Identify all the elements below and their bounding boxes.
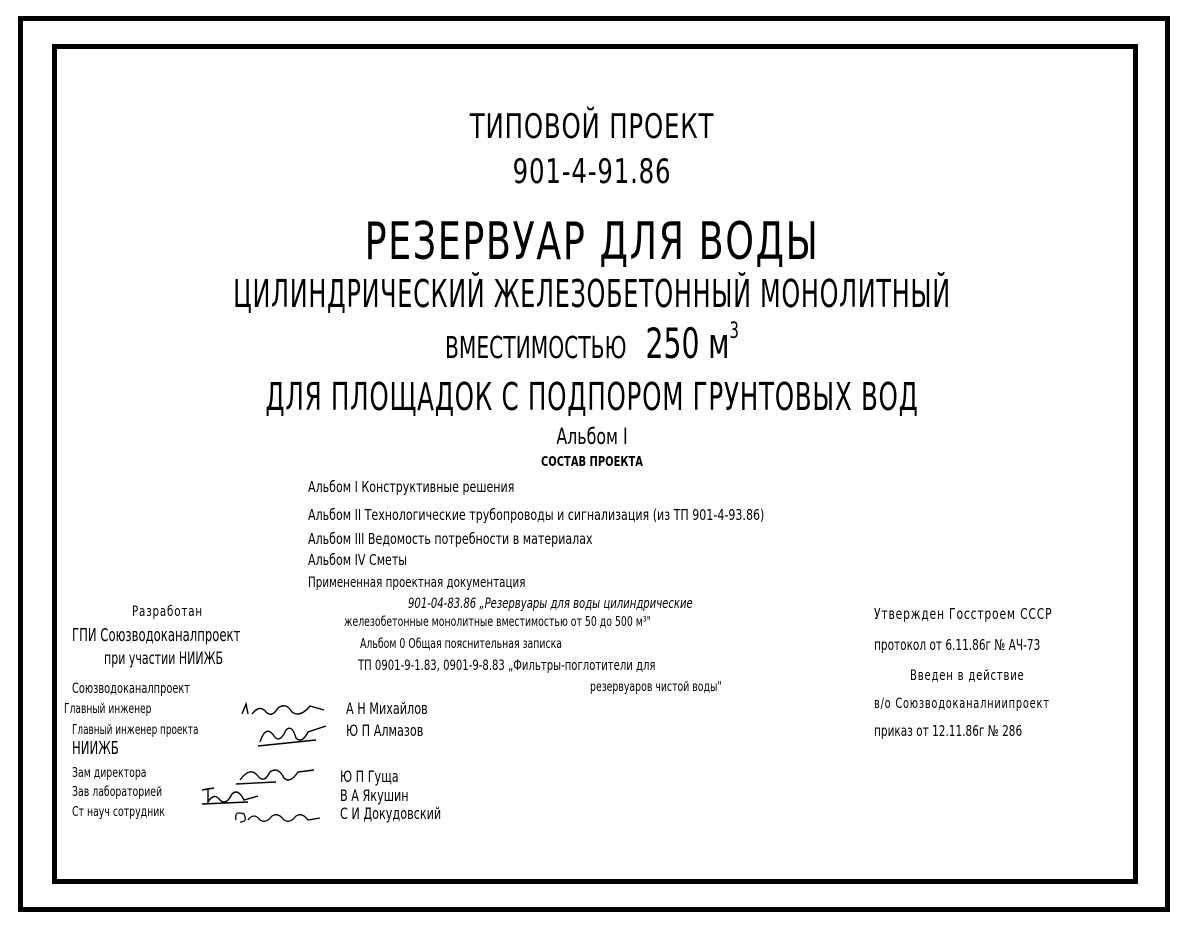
- applied-doc-line: Альбом 0 Общая пояснительная записка: [360, 637, 563, 652]
- composition-item: Альбом II Технологические трубопроводы и сигнализация (из ТП 901-4-93.86): [308, 506, 765, 524]
- composition-item: Альбом III Ведомость потребности в материалах: [308, 530, 593, 548]
- composition-item: Альбом I Конструктивные решения: [308, 478, 515, 496]
- role-name: Ю П Гуща: [340, 767, 399, 786]
- role-title: Зав лабораторией: [72, 785, 163, 800]
- applied-doc-line: 901-04-83.86 „Резервуары для воды цилиндрические: [408, 596, 693, 612]
- document-title: РЕЗЕРВУАР ДЛЯ ВОДЫ: [364, 212, 820, 272]
- signature-image: [240, 700, 330, 722]
- role-name: С И Докудовский: [340, 804, 442, 823]
- capacity-superscript: 3: [729, 319, 739, 344]
- role-title: Главный инженер: [64, 702, 152, 717]
- applied-doc-line: железобетонные монолитные вместимостью от 50 до 500 м³": [344, 615, 651, 630]
- title-line-4: ДЛЯ ПЛОЩАДОК С ПОДПОРОМ ГРУНТОВЫХ ВОД: [265, 375, 919, 419]
- role-title: Ст науч сотрудник: [72, 805, 165, 820]
- applied-doc-line: ТП 0901-9-1.83, 0901-9-8.83 „Фильтры-поглотители для: [358, 658, 656, 674]
- enacted-order: приказ от 12.11.86г № 286: [874, 722, 1023, 740]
- capacity-value: 250: [645, 319, 700, 368]
- album-label: Альбом I: [556, 425, 628, 450]
- title-capacity: [148, 319, 1036, 368]
- role-title: НИИЖБ: [72, 738, 119, 759]
- developer-with: при участии НИИЖБ: [104, 649, 224, 669]
- approval-protocol: протокол от 6.11.86г № АЧ-73: [874, 636, 1041, 654]
- role-name: Ю П Алмазов: [346, 721, 424, 740]
- type-project-label: ТИПОВОЙ ПРОЕКТ: [469, 107, 715, 147]
- project-number: 901-4-91.86: [512, 152, 672, 192]
- composition-title: СОСТАВ ПРОЕКТА: [541, 455, 643, 470]
- composition-item: Альбом IV Сметы: [308, 551, 408, 569]
- developer-org-2: Союзводоканалпроект: [72, 681, 191, 697]
- signature-image: [256, 720, 330, 748]
- signature-image: [200, 784, 260, 806]
- signature-image: [236, 764, 316, 786]
- developer-heading: Разработан: [132, 604, 203, 620]
- signature-image: [232, 808, 322, 826]
- capacity-prefix: ВМЕСТИМОСТЬЮ: [445, 331, 627, 366]
- enacted-text: Введен в действие: [910, 668, 1025, 684]
- role-name: А Н Михайлов: [346, 699, 428, 718]
- applied-docs-title: Примененная проектная документация: [308, 575, 526, 591]
- capacity-unit: м: [708, 319, 730, 368]
- applied-doc-line: резервуаров чистой воды": [590, 680, 722, 695]
- developer-org: ГПИ Союзводоканалпроект: [72, 625, 241, 646]
- approval-text: Утвержден Госстроем СССР: [874, 605, 1053, 623]
- role-title: Зам директора: [72, 766, 147, 781]
- enacted-by: в/о Союзводоканалниипроект: [874, 696, 1050, 712]
- title-line-2: ЦИЛИНДРИЧЕСКИЙ ЖЕЛЕЗОБЕТОННЫЙ МОНОЛИТНЫЙ: [233, 272, 951, 316]
- role-title: Главный инженер проекта: [72, 723, 199, 738]
- role-name: В А Якушин: [340, 786, 409, 805]
